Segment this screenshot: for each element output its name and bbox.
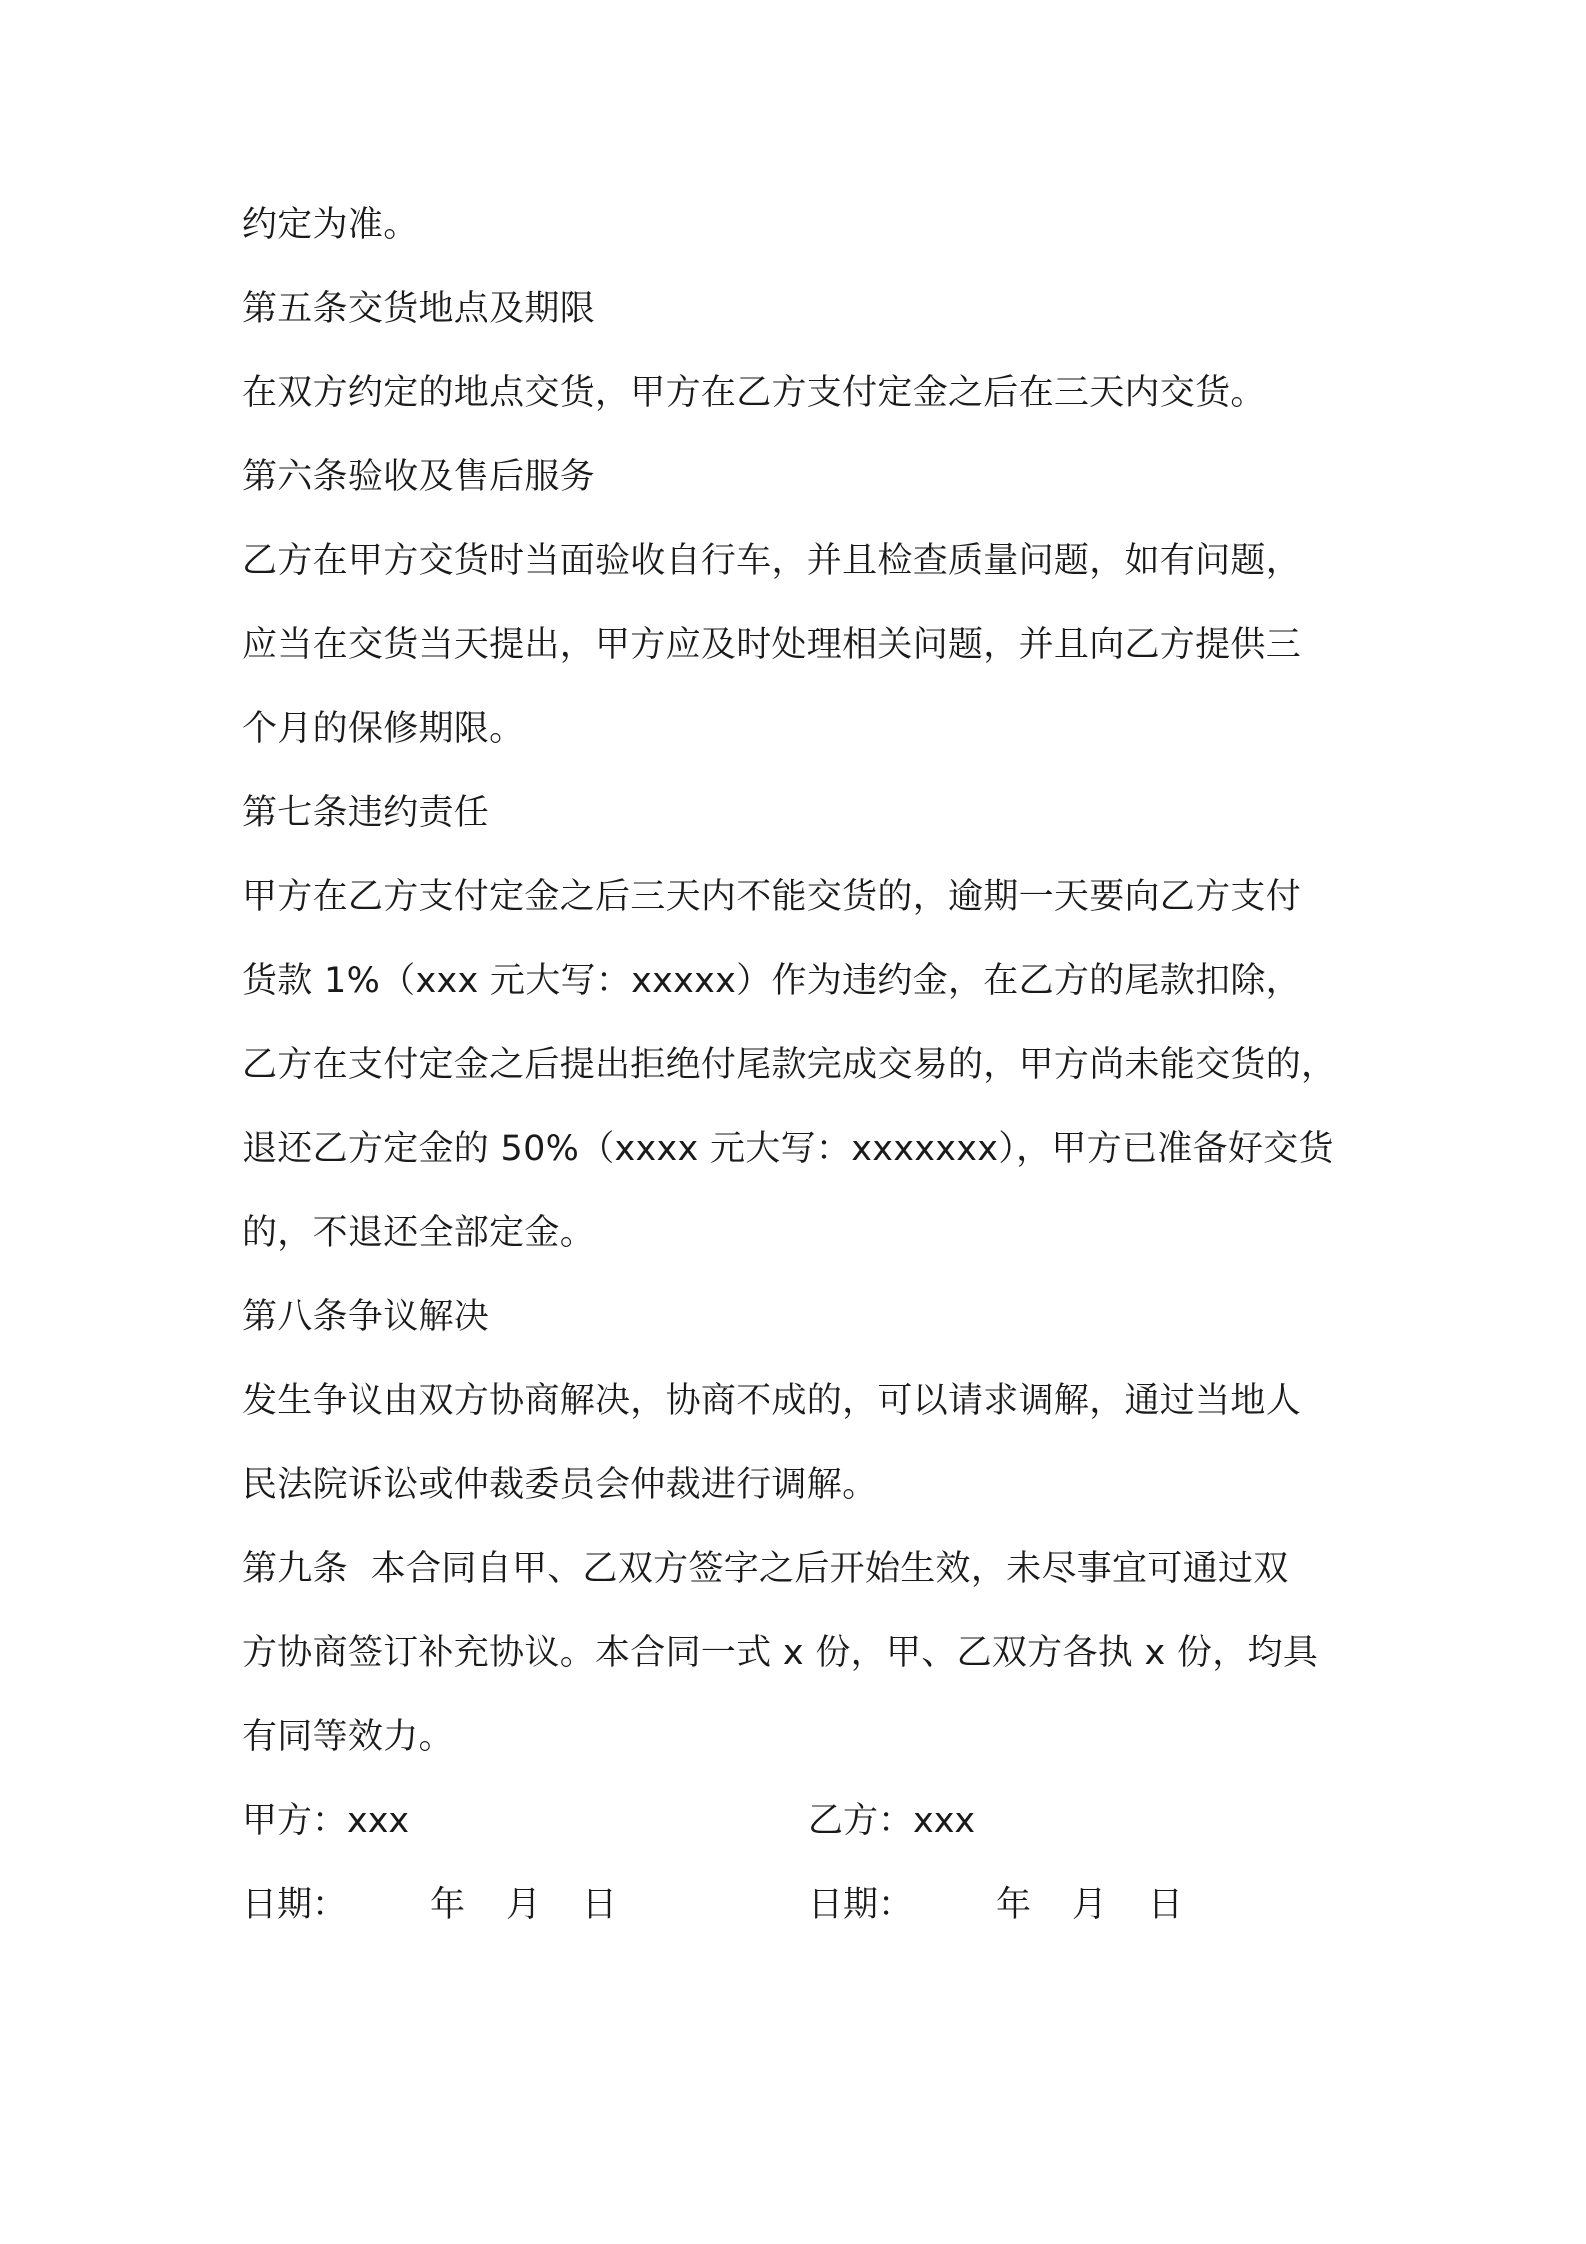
text-line-6: 应当在交货当天提出，甲方应及时处理相关问题，并且向乙方提供三	[242, 625, 1302, 665]
text-line-13: 的，不退还全部定金。	[242, 1213, 596, 1253]
party-b-signature: 乙方：xxx	[808, 1801, 976, 1841]
clause-9-line: 第九条 本合同自甲、乙双方签字之后开始生效，未尽事宜可通过双	[242, 1549, 1289, 1589]
party-a-date-label: 日期：	[242, 1885, 348, 1925]
party-a-date-month: 月	[506, 1885, 542, 1925]
text-line-5: 乙方在甲方交货时当面验收自行车，并且检查质量问题，如有问题，	[242, 541, 1302, 581]
text-line-7: 个月的保修期限。	[242, 709, 525, 749]
text-line-15: 发生争议由双方协商解决，协商不成的，可以请求调解，通过当地人	[242, 1381, 1302, 1421]
text-line-3: 在双方约定的地点交货，甲方在乙方支付定金之后在三天内交货。	[242, 373, 1266, 413]
clause-7-heading: 第七条违约责任	[242, 793, 490, 833]
clause-8-heading: 第八条争议解决	[242, 1297, 490, 1337]
party-b-date-label: 日期：	[808, 1885, 914, 1925]
text-line-10: 货款 1%（xxx 元大写：xxxxx）作为违约金，在乙方的尾款扣除，	[242, 961, 1301, 1001]
party-a-date-day: 日	[582, 1885, 618, 1925]
text-line-18: 方协商签订补充协议。本合同一式 x 份，甲、乙双方各执 x 份，均具	[242, 1633, 1319, 1673]
text-line-12: 退还乙方定金的 50%（xxxx 元大写：xxxxxxx），甲方已准备好交货	[242, 1129, 1334, 1169]
text-line-16: 民法院诉讼或仲裁委员会仲裁进行调解。	[242, 1465, 878, 1505]
party-a-signature: 甲方：xxx	[242, 1801, 410, 1841]
party-b-date-day: 日	[1148, 1885, 1184, 1925]
party-b-date-year: 年	[996, 1885, 1032, 1925]
clause-5-heading: 第五条交货地点及期限	[242, 289, 596, 329]
party-a-date-year: 年	[430, 1885, 466, 1925]
text-line-19: 有同等效力。	[242, 1717, 454, 1757]
text-line-1: 约定为准。	[242, 205, 419, 245]
party-b-date-month: 月	[1072, 1885, 1108, 1925]
text-line-11: 乙方在支付定金之后提出拒绝付尾款完成交易的，甲方尚未能交货的，	[242, 1045, 1337, 1085]
text-line-9: 甲方在乙方支付定金之后三天内不能交货的，逾期一天要向乙方支付	[242, 877, 1302, 917]
clause-6-heading: 第六条验收及售后服务	[242, 457, 596, 497]
